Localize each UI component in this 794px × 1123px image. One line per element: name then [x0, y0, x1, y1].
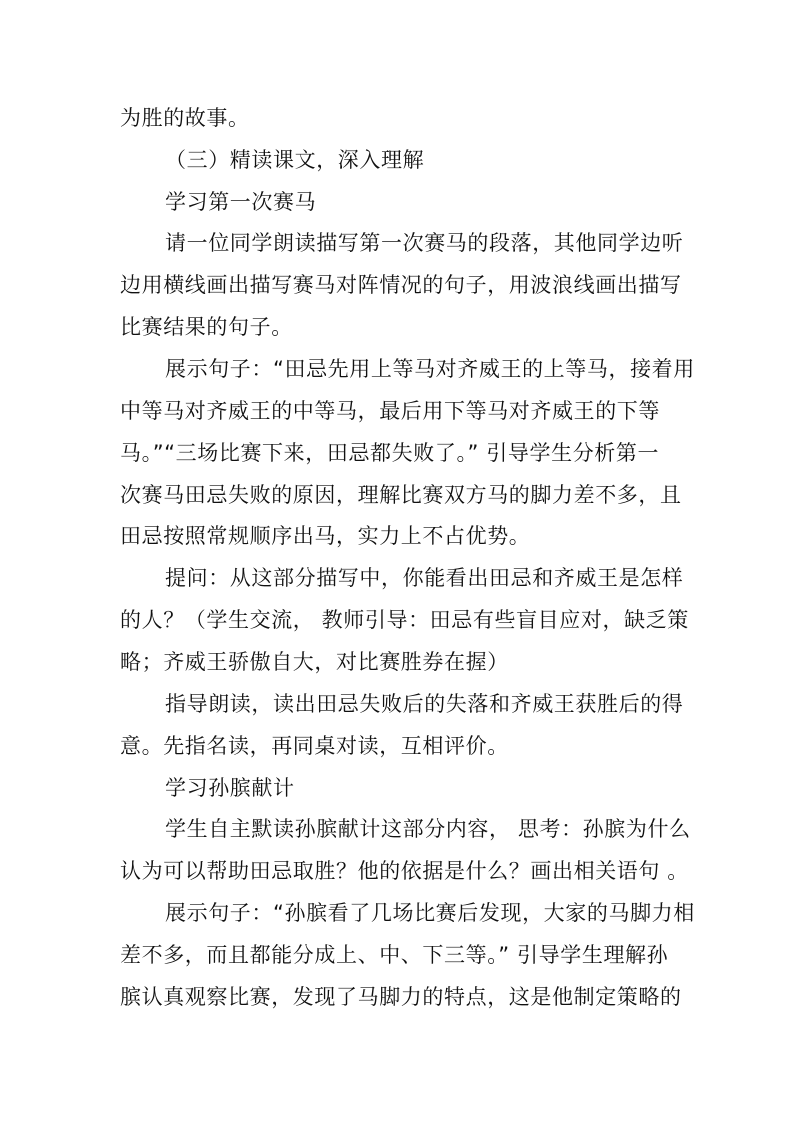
text-line-19: 认为可以帮助田忌取胜？他的依据是什么？画出相关语句 。 [120, 859, 689, 883]
text-line-21: 差不多，而且都能分成上、中、下三等。” 引导学生理解孙 [120, 943, 669, 967]
text-line-6: 比赛结果的句子。 [120, 315, 293, 339]
text-line-4: 请一位同学朗读描写第一次赛马的段落，其他同学边听 [165, 231, 684, 255]
text-line-1: 为胜的故事。 [120, 106, 250, 130]
text-line-16: 意。先指名读，再同桌对读，互相评价。 [120, 734, 509, 758]
text-line-8: 中等马对齐威王的中等马，最后用下等马对齐威王的下等 [120, 399, 660, 423]
text-line-9: 马。”“三场比赛下来，田忌都失败了。” 引导学生分析第一 [120, 441, 660, 465]
subheading-first-race: 学习第一次赛马 [165, 190, 317, 214]
text-line-18: 学生自主默读孙膑献计这部分内容， 思考：孙膑为什么 [165, 817, 691, 841]
text-line-7: 展示句子：“田忌先用上等马对齐威王的上等马，接着用 [165, 357, 695, 381]
text-line-10: 次赛马田忌失败的原因，理解比赛双方马的脚力差不多，且 [120, 483, 682, 507]
text-line-13: 的人？（学生交流， 教师引导：田忌有些盲目应对，缺乏策 [120, 608, 689, 632]
text-line-20: 展示句子：“孙膑看了几场比赛后发现，大家的马脚力相 [165, 901, 695, 925]
subheading-sun-bin-plan: 学习孙膑献计 [165, 776, 295, 800]
section-heading: （三）精读课文，深入理解 [165, 148, 425, 172]
text-line-15: 指导朗读，读出田忌失败后的失落和齐威王获胜后的得 [165, 692, 684, 716]
text-line-11: 田忌按照常规顺序出马，实力上不占优势。 [120, 524, 531, 548]
text-line-5: 边用横线画出描写赛马对阵情况的句子，用波浪线画出描写 [120, 273, 682, 297]
text-line-14: 略；齐威王骄傲自大，对比赛胜券在握） [120, 650, 509, 674]
text-line-12: 提问：从这部分描写中，你能看出田忌和齐威王是怎样 [165, 566, 684, 590]
text-line-22: 膑认真观察比赛，发现了马脚力的特点，这是他制定策略的 [120, 985, 682, 1009]
